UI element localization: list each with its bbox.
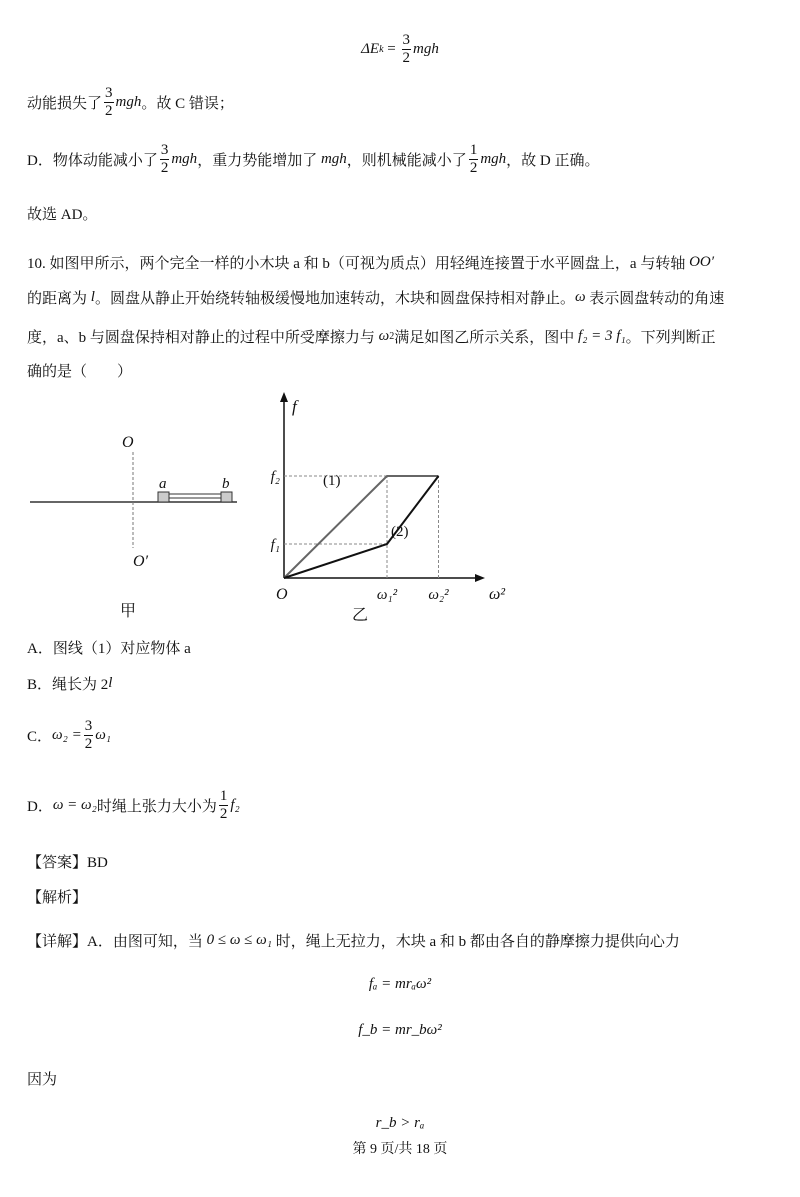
- denominator: 2: [402, 50, 411, 66]
- answer-text: 【答案】BD: [27, 855, 108, 871]
- because-text: 因为: [27, 1072, 58, 1088]
- caption-jia: 甲: [120, 603, 137, 620]
- series-1-label: (1): [323, 473, 341, 489]
- y-axis-arrow-icon: [280, 392, 288, 402]
- denominator: 2: [469, 160, 478, 176]
- figure-jia: [30, 434, 237, 620]
- text: 。下列判断正: [625, 330, 716, 346]
- label-a: a: [159, 476, 167, 492]
- x-axis-label: ω²: [489, 586, 506, 603]
- label-o-prime: O′: [133, 553, 149, 570]
- fraction: [469, 142, 479, 177]
- math-expr: ω₁: [95, 727, 112, 743]
- equation-delta-ek: [0, 32, 800, 67]
- figure-yi-chart: [271, 392, 507, 624]
- math-var: l: [108, 675, 113, 691]
- question-line-2: [27, 287, 724, 308]
- math-var: ω: [574, 289, 586, 305]
- text: C．: [27, 729, 53, 745]
- math-expr: ω = ω₂: [52, 797, 97, 813]
- block-a: [158, 492, 169, 502]
- math-expr: ω₂ =: [52, 727, 82, 743]
- option-c: [27, 718, 111, 753]
- text: 度，a、b 与圆盘保持相对静止的过程中所受摩擦力与: [27, 330, 379, 346]
- math-expr: f₂: [230, 797, 240, 813]
- label-o: O: [122, 434, 134, 451]
- choose-text: 故选 AD。: [27, 207, 98, 223]
- denominator: 2: [105, 103, 113, 119]
- eq-lhs: ΔE: [361, 41, 380, 57]
- numerator: 1: [469, 142, 478, 158]
- question-line-3: [27, 326, 716, 347]
- numerator: 3: [402, 32, 411, 48]
- text: ，重力势能增加了: [197, 153, 321, 169]
- y-tick-f1: f₁: [270, 537, 280, 553]
- denominator: 2: [219, 806, 228, 822]
- equation-fa: fₐ = mrₐω²: [368, 976, 432, 992]
- text: ，故 D 正确。: [506, 153, 600, 169]
- text: ，则机械能减小了: [346, 153, 467, 169]
- x-tick-w1sq: ω₁²: [376, 587, 398, 603]
- origin-label: O: [276, 586, 288, 603]
- series-2-label: (2): [391, 524, 409, 540]
- fraction: [160, 142, 170, 177]
- question-line-1: [27, 252, 714, 273]
- fraction: [219, 788, 229, 823]
- text: D．物体动能减小了: [27, 153, 158, 169]
- text: 。圆盘从静止开始绕转轴极缓慢地加速转动，木块和圆盘保持相对静止。: [94, 291, 575, 307]
- x-tick-w2sq: ω₂²: [428, 587, 449, 603]
- fraction: [84, 718, 94, 753]
- numerator: 3: [160, 142, 169, 158]
- text: 的距离为: [27, 291, 91, 307]
- math-expr: f₂ = 3 f₁: [578, 328, 626, 344]
- option-b: [27, 673, 112, 694]
- x-axis-arrow-icon: [475, 574, 485, 582]
- math-var: mgh: [115, 94, 142, 110]
- text: 10. 如图甲所示，两个完全一样的小木块 a 和 b（可视为质点）用轻绳连接置于水平圆盘上，a 与转轴: [27, 256, 690, 272]
- text: 。故 C 错误；: [141, 96, 234, 112]
- question-line-4: 确的是（ ）: [27, 364, 133, 380]
- eq-rest: mgh: [413, 41, 439, 57]
- figures: [0, 380, 520, 630]
- math-expr: 0 ≤ ω ≤ ω₁: [206, 932, 272, 948]
- text: D．: [27, 799, 53, 815]
- text: B．绳长为 2: [27, 677, 109, 693]
- numerator: 3: [84, 718, 93, 734]
- denominator: 2: [160, 160, 169, 176]
- numerator: 3: [105, 85, 113, 101]
- superscript: 2: [389, 331, 395, 342]
- math-var: ω: [378, 328, 390, 344]
- option-a: A．图线（1）对应物体 a: [27, 641, 191, 657]
- option-d: [27, 788, 240, 823]
- caption-yi: 乙: [352, 607, 369, 624]
- series-line-2: [284, 476, 439, 578]
- block-b: [221, 492, 232, 502]
- math-var: mgh: [480, 151, 507, 167]
- text: 时，绳上无拉力，木块 a 和 b 都由各自的静摩擦力提供向心力: [271, 934, 680, 950]
- line-option-d-explanation: [27, 142, 600, 177]
- math-var: OO′: [689, 254, 715, 270]
- page-footer: 第 9 页/共 18 页: [352, 1142, 448, 1157]
- text: 时绳上张力大小为: [96, 799, 217, 815]
- eq-sign: =: [383, 41, 400, 57]
- eq-sub: k: [379, 44, 384, 55]
- math-var: mgh: [320, 151, 347, 167]
- equation-r: r_b > rₐ: [375, 1115, 425, 1131]
- line-option-c-conclusion: [27, 85, 234, 120]
- rope: [169, 494, 221, 498]
- math-var: l: [90, 289, 95, 305]
- text: 动能损失了: [27, 96, 103, 112]
- text: 【详解】A．由图可知，当: [27, 934, 207, 950]
- numerator: 1: [219, 788, 228, 804]
- y-axis-label: f: [292, 397, 297, 416]
- y-tick-f2: f₂: [270, 469, 280, 485]
- denominator: 2: [84, 736, 93, 752]
- series-line-1: [284, 476, 439, 578]
- math-var: mgh: [171, 151, 198, 167]
- equation-fb: f_b = mr_bω²: [358, 1022, 442, 1038]
- label-b: b: [222, 476, 230, 492]
- analysis-heading: 【解析】: [27, 890, 88, 906]
- text: 表示圆盘转动的角速: [585, 291, 725, 307]
- text: 满足如图乙所示关系，图中: [394, 330, 579, 346]
- fraction: [104, 85, 114, 120]
- fraction: [402, 32, 412, 67]
- detail-line: [27, 930, 680, 951]
